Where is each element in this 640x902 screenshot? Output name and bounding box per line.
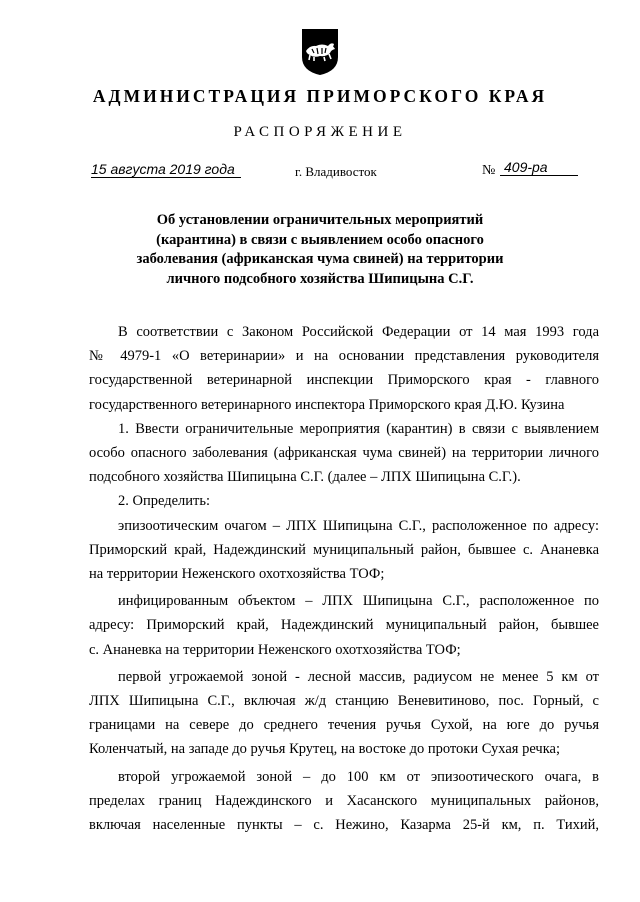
title-line: Об установлении ограничительных мероприятий: [156, 212, 484, 228]
document-city: г. Владивосток: [295, 164, 377, 179]
body-line: Приморский край, Надеждинский муниципальный район, бывшее с. Ананевка: [89, 541, 599, 558]
body-line: границами на севере до среднего течения ручья Сухой, на юге до ручья: [89, 717, 599, 734]
body-line: подсобного хозяйства Шипицына С.Г. (далее – ЛПХ Шипицына С.Г.).: [89, 469, 521, 486]
body-line: государственной ветеринарной инспекции Приморского края - главного: [89, 372, 599, 389]
body-line: второй угрожаемой зоной – до 100 км от эпизоотического очага, в: [118, 768, 599, 785]
body-line: первой угрожаемой зоной - лесной массив, радиусом не менее 5 км от: [118, 668, 599, 685]
body-line: ЛПХ Шипицына С.Г., включая ж/д станцию Веневитиново, пос. Горный, с: [89, 693, 599, 710]
document-date: 15 августа 2019 года: [91, 162, 241, 178]
body-line: 1. Ввести ограничительные мероприятия (карантин) в связи с выявлением: [118, 420, 599, 437]
body-line: включая населенные пункты – с. Нежино, Казарма 25-й км, п. Тихий,: [89, 817, 599, 834]
body-line: на территории Неженского охотхозяйства ТОФ;: [89, 566, 385, 583]
coat-of-arms-emblem: [300, 27, 340, 77]
document-title: [80, 211, 560, 289]
title-line: (карантина) в связи с выявлением особо опасного: [156, 231, 484, 248]
document-body: [89, 320, 599, 837]
body-line: особо опасного заболевания (африканская чума свиней) на территории личного: [89, 445, 599, 462]
body-line: инфицированным объектом – ЛПХ Шипицына С.Г., расположенное по: [118, 593, 599, 610]
body-line: с. Ананевка на территории Неженского охотхозяйства ТОФ;: [89, 641, 461, 658]
organization-name: АДМИНИСТРАЦИЯ ПРИМОРСКОГО КРАЯ: [92, 86, 548, 106]
document-number: 409-ра: [500, 159, 578, 176]
title-line: личного подсобного хозяйства Шипицына С.Г.: [166, 270, 474, 287]
body-line: эпизоотическим очагом – ЛПХ Шипицына С.Г., расположенное по адресу:: [118, 517, 599, 534]
body-line: государственного ветеринарного инспектора Приморского края Д.Ю. Кузина: [89, 396, 565, 413]
body-line: Коленчатый, на западе до ручья Крутец, на востоке до протоки Сухая речка;: [89, 741, 560, 758]
body-line: пределах границ Надеждинского и Хасанского муниципальных районов,: [89, 792, 599, 809]
body-line: № 4979-1 «О ветеринарии» и на основании представления руководителя: [89, 348, 599, 365]
body-line: адресу: Приморский край, Надеждинский муниципальный район, бывшее: [89, 617, 599, 634]
body-line: В соответствии с Законом Российской Федерации от 14 мая 1993 года: [118, 324, 599, 340]
document-type: РАСПОРЯЖЕНИЕ: [233, 124, 407, 140]
title-line: заболевания (африканская чума свиней) на территории: [136, 251, 504, 267]
body-line: 2. Определить:: [118, 493, 211, 510]
document-number-label: №: [482, 163, 496, 178]
